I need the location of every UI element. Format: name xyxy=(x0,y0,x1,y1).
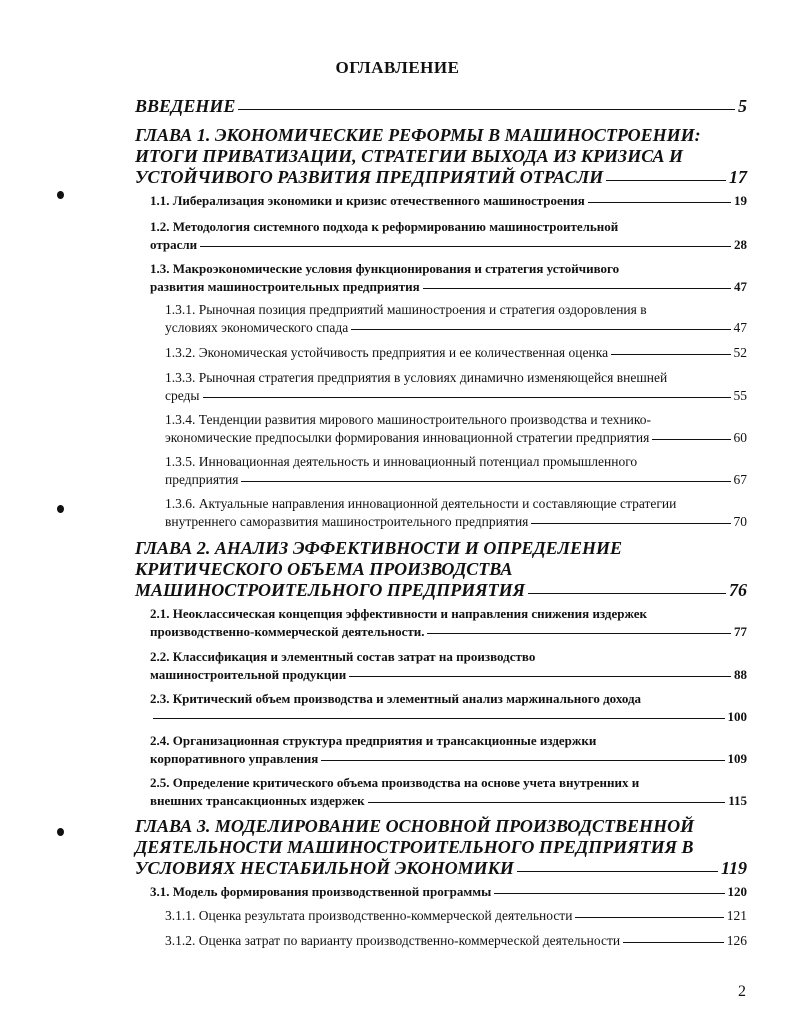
toc-entry-title-line: 1.3.4. Тенденции развития мирового машиностроительного производства и технико- xyxy=(165,412,651,427)
toc-entry-introduction[interactable] xyxy=(135,96,747,117)
toc-entry-title-line: среды xyxy=(165,388,200,403)
toc-entry-title-line: 2.3. Критический объем производства и элементный анализ маржинального дохода xyxy=(150,691,642,706)
dot-leader xyxy=(321,760,724,761)
toc-entry-section-1-2[interactable] xyxy=(150,218,747,254)
toc-page-number: 70 xyxy=(733,514,747,529)
toc-entry-title-line: 3.1. Модель формирования производственной программы xyxy=(150,884,492,899)
toc-entry-subsection-1-3-3[interactable] xyxy=(165,369,747,405)
toc-entry-title-line: 2.1. Неоклассическая концепция эффективности и направления снижения издержек xyxy=(150,606,648,621)
toc-entry-subsection-1-3-4[interactable] xyxy=(165,411,747,447)
toc-entry-title-line: производственно-коммерческой деятельности. xyxy=(150,624,425,639)
toc-entry-title-line: внешних трансакционных издержек xyxy=(150,793,365,808)
dot-leader xyxy=(349,676,731,677)
toc-page-number: 119 xyxy=(720,858,747,878)
toc-entry-title-line: 1.3.1. Рыночная позиция предприятий машиностроения и стратегия оздоровления в xyxy=(165,302,647,317)
scan-hole-mark xyxy=(57,828,64,836)
toc-entry-section-2-2[interactable] xyxy=(150,648,747,684)
dot-leader xyxy=(368,802,726,803)
dot-leader xyxy=(517,871,718,872)
toc-page-number: 126 xyxy=(726,933,747,948)
toc-page-number: 109 xyxy=(727,751,747,766)
toc-entry-title-line: предприятия xyxy=(165,472,239,487)
dot-leader xyxy=(351,329,730,330)
toc-page-number: 28 xyxy=(734,237,747,252)
toc-entry-title-line: 2.4. Организационная структура предприятия и трансакционные издержки xyxy=(150,733,597,748)
dot-leader xyxy=(494,893,724,894)
dot-leader xyxy=(623,942,724,943)
toc-entry-subsection-1-3-1[interactable] xyxy=(165,301,747,337)
dot-leader xyxy=(588,202,731,203)
toc-entry-chapter-1[interactable] xyxy=(135,125,747,188)
dot-leader xyxy=(241,481,730,482)
toc-entry-section-3-1[interactable] xyxy=(150,883,747,901)
toc-page-number: 76 xyxy=(729,580,747,600)
toc-entry-title-line: 3.1.1. Оценка результата производственно-коммерческой деятельности xyxy=(165,908,573,923)
toc-entry-title-line: УСТОЙЧИВОГО РАЗВИТИЯ ПРЕДПРИЯТИЙ ОТРАСЛИ xyxy=(135,167,604,187)
toc-entry-title-line: машиностроительной продукции xyxy=(150,667,347,682)
toc-entry-chapter-2[interactable] xyxy=(135,538,747,601)
toc-entry-title-line: 1.1. Либерализация экономики и кризис отечественного машиностроения xyxy=(150,193,585,208)
toc-entry-title-line: 1.3.5. Инновационная деятельность и инновационный потенциал промышленного xyxy=(165,454,638,469)
toc-entry-subsection-3-1-1[interactable] xyxy=(165,907,747,925)
toc-page-number: 100 xyxy=(727,709,747,724)
toc-entry-title-line: внутреннего саморазвития машиностроительного предприятия xyxy=(165,514,529,529)
toc-entry-title-line: 1.3. Макроэкономические условия функционирования и стратегия устойчивого xyxy=(150,261,620,276)
dot-leader xyxy=(200,246,731,247)
dot-leader xyxy=(528,593,726,594)
toc-entry-title-line: УСЛОВИЯХ НЕСТАБИЛЬНОЙ ЭКОНОМИКИ xyxy=(135,858,514,878)
toc-page-number: 88 xyxy=(734,667,747,682)
toc-entry-title-line: 3.1.2. Оценка затрат по варианту производственно-коммерческой деятельности xyxy=(165,933,621,948)
toc-page-number: 47 xyxy=(734,279,747,294)
toc-page-number: 55 xyxy=(733,388,747,403)
toc-entry-subsection-3-1-2[interactable] xyxy=(165,932,747,950)
toc-entry-title-line: ДЕЯТЕЛЬНОСТИ МАШИНОСТРОИТЕЛЬНОГО ПРЕДПРИЯТИЯ В xyxy=(135,837,694,857)
toc-entry-section-2-5[interactable] xyxy=(150,774,747,810)
toc-page-number: 67 xyxy=(733,472,747,487)
toc-entry-title-line: ГЛАВА 3. МОДЕЛИРОВАНИЕ ОСНОВНОЙ ПРОИЗВОДСТВЕННОЙ xyxy=(135,816,695,836)
dot-leader xyxy=(575,917,723,918)
toc-page-number: 77 xyxy=(734,624,747,639)
toc-entry-title-line: 1.3.6. Актуальные направления инновационной деятельности и составляющие стратегии xyxy=(165,496,677,511)
toc-entry-section-2-1[interactable] xyxy=(150,605,747,641)
toc-entry-chapter-3[interactable] xyxy=(135,816,747,879)
page-number: 2 xyxy=(738,983,746,1000)
toc-page-number: 121 xyxy=(726,908,747,923)
dot-leader xyxy=(606,180,726,181)
toc-entry-title-line: 1.3.3. Рыночная стратегия предприятия в условиях динамично изменяющейся внешней xyxy=(165,370,668,385)
dot-leader xyxy=(238,109,735,110)
toc-page-number: 60 xyxy=(733,430,747,445)
toc-entry-section-2-4[interactable] xyxy=(150,732,747,768)
toc-entry-section-1-3[interactable] xyxy=(150,260,747,296)
toc-page-number: 47 xyxy=(733,320,747,335)
toc-entry-title-line: ВВЕДЕНИЕ xyxy=(135,96,236,116)
toc-entry-title-line: 1.3.2. Экономическая устойчивость предприятия и ее количественная оценка xyxy=(165,345,609,360)
dot-leader xyxy=(153,718,725,719)
toc-entry-title-line: отрасли xyxy=(150,237,198,252)
scan-hole-mark xyxy=(57,505,64,513)
dot-leader xyxy=(611,354,730,355)
toc-entry-subsection-1-3-2[interactable] xyxy=(165,344,747,362)
toc-entry-section-2-3[interactable] xyxy=(150,690,747,726)
toc-entry-title-line: КРИТИЧЕСКОГО ОБЪЕМА ПРОИЗВОДСТВА xyxy=(135,559,513,579)
toc-entry-title-line: экономические предпосылки формирования инновационной стратегии предприятия xyxy=(165,430,650,445)
toc-entry-title-line: МАШИНОСТРОИТЕЛЬНОГО ПРЕДПРИЯТИЯ xyxy=(135,580,526,600)
toc-page-number: 120 xyxy=(727,884,747,899)
toc-entry-title-line: 2.5. Определение критического объема производства на основе учета внутренних и xyxy=(150,775,640,790)
dot-leader xyxy=(203,397,731,398)
toc-page-number: 19 xyxy=(734,193,747,208)
dot-leader xyxy=(652,439,730,440)
toc-entry-section-1-1[interactable] xyxy=(150,192,747,210)
dot-leader xyxy=(531,523,730,524)
toc-page-number: 52 xyxy=(733,345,747,360)
toc-entry-title-line: корпоративного управления xyxy=(150,751,319,766)
toc-entry-title-line: развития машиностроительных предприятия xyxy=(150,279,420,294)
toc-page-number: 115 xyxy=(728,793,747,808)
dot-leader xyxy=(427,633,731,634)
toc-entry-title-line: 1.2. Методология системного подхода к реформированию машиностроительной xyxy=(150,219,619,234)
toc-entry-subsection-1-3-5[interactable] xyxy=(165,453,747,489)
toc-page-number: 17 xyxy=(729,167,747,187)
toc-entry-title-line: ИТОГИ ПРИВАТИЗАЦИИ, СТРАТЕГИИ ВЫХОДА ИЗ КРИЗИСА И xyxy=(135,146,684,166)
toc-entry-title-line: условиях экономического спада xyxy=(165,320,349,335)
toc-title: ОГЛАВЛЕНИЕ xyxy=(335,58,460,77)
toc-entry-title-line: 2.2. Классификация и элементный состав затрат на производство xyxy=(150,649,536,664)
toc-entry-title-line: ГЛАВА 1. ЭКОНОМИЧЕСКИЕ РЕФОРМЫ В МАШИНОСТРОЕНИИ: xyxy=(135,125,701,145)
scan-hole-mark xyxy=(57,191,64,199)
toc-entry-subsection-1-3-6[interactable] xyxy=(165,495,747,531)
toc-page-number: 5 xyxy=(738,96,747,116)
dot-leader xyxy=(423,288,731,289)
toc-entry-title-line: ГЛАВА 2. АНАЛИЗ ЭФФЕКТИВНОСТИ И ОПРЕДЕЛЕНИЕ xyxy=(135,538,623,558)
